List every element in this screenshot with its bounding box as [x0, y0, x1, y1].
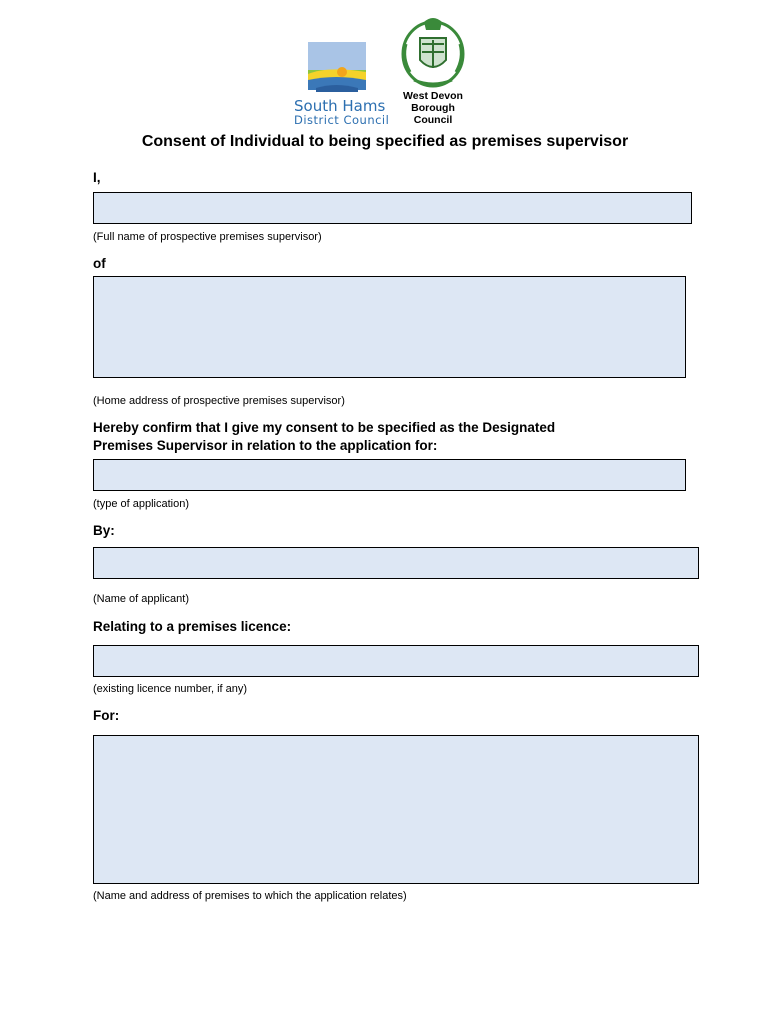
south-hams-council: District Council: [294, 113, 390, 127]
premises-input[interactable]: [93, 735, 699, 884]
licence-number-hint: (existing licence number, if any): [93, 683, 248, 695]
applicant-name-hint: (Name of applicant): [93, 593, 189, 605]
west-devon-borough: Borough: [411, 102, 455, 114]
premises-licence-label: Relating to a premises licence:: [93, 619, 292, 634]
west-devon-logo: [398, 14, 468, 126]
application-type-input[interactable]: [93, 459, 686, 491]
by-label: By:: [93, 523, 115, 538]
full-name-hint: (Full name of prospective premises supervisor): [93, 231, 322, 243]
i-label: I,: [93, 170, 101, 185]
of-label: of: [93, 256, 106, 271]
application-type-hint: (type of application): [93, 498, 189, 510]
west-devon-crest-icon: [400, 14, 466, 88]
south-hams-emblem-icon: [308, 42, 388, 92]
licence-number-input[interactable]: [93, 645, 699, 677]
south-hams-logo: [294, 42, 394, 126]
home-address-hint: (Home address of prospective premises supervisor): [93, 395, 345, 407]
home-address-input[interactable]: [93, 276, 686, 378]
page-title: Consent of Individual to being specified as premises supervisor: [141, 133, 629, 150]
west-devon-council: Council: [413, 114, 453, 126]
south-hams-name: South Hams: [294, 97, 386, 115]
for-label: For:: [93, 708, 120, 723]
full-name-input[interactable]: [93, 192, 692, 224]
applicant-name-input[interactable]: [93, 547, 699, 579]
premises-hint: (Name and address of premises to which the application relates): [93, 890, 407, 902]
consent-statement-line2: Premises Supervisor in relation to the application for:: [93, 438, 438, 453]
consent-statement-line1: Hereby confirm that I give my consent to be specified as the Designated: [93, 420, 556, 435]
west-devon-name: West Devon: [403, 90, 463, 102]
